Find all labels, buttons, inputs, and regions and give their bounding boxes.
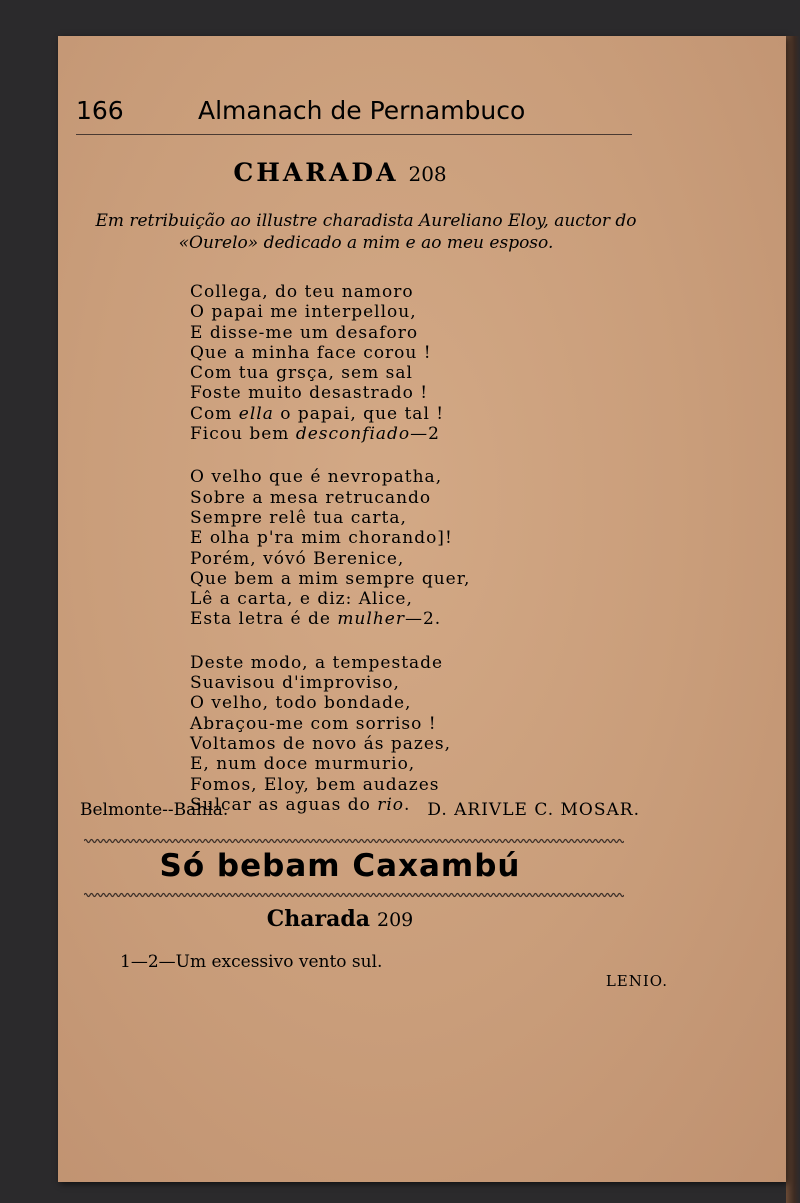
charada-209-clue: 1—2—Um excessivo vento sul. <box>120 952 383 972</box>
verse-line <box>190 323 570 343</box>
verse-text: Com <box>190 403 239 424</box>
charada-208-title: CHARADA <box>233 158 399 187</box>
verse-text: O velho, todo bondade, <box>190 693 412 714</box>
verse-text: Abraçou-me com sorriso ! <box>190 713 437 734</box>
poem <box>190 282 570 838</box>
verse-line <box>190 734 570 754</box>
verse-line <box>190 424 570 444</box>
verse-line <box>190 775 570 795</box>
book-spine <box>786 36 800 1203</box>
verse-text: Que bem a mim sempre quer, <box>190 568 471 589</box>
verse-line <box>190 467 570 487</box>
charada-209-title: Charada <box>266 906 370 932</box>
verse-text: Lê a carta, e diz: Alice, <box>190 589 413 610</box>
stanza <box>190 282 570 444</box>
verse-text: E disse-me um desaforo <box>190 322 419 343</box>
verse-text: Ficou bem <box>190 424 296 445</box>
verse-text: Esta letra é de <box>190 609 338 630</box>
charada-208-number: 208 <box>408 162 447 186</box>
verse-text: Foste muito desastrado ! <box>190 383 429 404</box>
verse-line <box>190 693 570 713</box>
charada-209-number: 209 <box>376 909 414 931</box>
charada-208-heading <box>0 158 680 187</box>
verse-text: Deste modo, a tempestade <box>190 652 444 673</box>
place: Belmonte--Bahia. <box>80 800 229 820</box>
italic-word: mulher <box>337 609 405 630</box>
verse-line <box>190 673 570 693</box>
verse-text: Com tua grsça, sem sal <box>190 363 413 384</box>
verse-text: —2. <box>404 609 442 630</box>
verse-text: Sempre relê tua carta, <box>190 507 407 528</box>
header-rule <box>76 134 632 135</box>
verse-line <box>190 383 570 403</box>
verse-text: . <box>404 794 411 815</box>
verse-text: Collega, do teu namoro <box>190 282 414 302</box>
verse-line <box>190 754 570 774</box>
verse-text: —2 <box>410 424 440 445</box>
verse-line <box>190 508 570 528</box>
verse-text: Fomos, Eloy, bem audazes <box>190 774 440 795</box>
italic-word: rio <box>377 794 405 815</box>
verse-line <box>190 549 570 569</box>
verse-line <box>190 302 570 322</box>
verse-text: Suavisou d'improviso, <box>190 673 400 694</box>
page-number: 166 <box>76 96 124 125</box>
advertisement: Só bebam Caxambú <box>159 848 521 884</box>
verse-text: Que a minha face corou ! <box>190 342 432 363</box>
dedication: Em retribuição ao illustre charadista Aureliano Eloy, auctor do «Ourelo» dedicado a mim e ao meu esposo. <box>95 211 637 253</box>
wavy-rule-bottom <box>84 892 624 898</box>
verse-text: Porém, vóvó Berenice, <box>190 548 405 569</box>
wavy-rule-top <box>84 838 624 844</box>
verse-line <box>190 282 570 302</box>
verse-line <box>190 609 570 629</box>
verse-line <box>190 589 570 609</box>
verse-line <box>190 569 570 589</box>
stanza <box>190 653 570 815</box>
verse-text: Sobre a mesa retrucando <box>190 487 432 508</box>
verse-line <box>190 714 570 734</box>
italic-word: ella <box>238 403 274 424</box>
running-title: Almanach de Pernambuco <box>198 96 526 125</box>
verse-line <box>190 404 570 424</box>
verse-line <box>190 363 570 383</box>
verse-text: E olha p'ra mim chorando]! <box>190 528 453 549</box>
verse-text: O velho que é nevropatha, <box>190 467 443 488</box>
verse-text: O papai me interpellou, <box>190 302 417 323</box>
stanza <box>190 467 570 629</box>
verse-text: o papai, que tal ! <box>273 403 445 424</box>
verse-text: E, num doce murmurio, <box>190 754 416 775</box>
author-208: D. ARIVLE C. MOSAR. <box>427 800 640 820</box>
verse-text: Sulcar as aguas do <box>190 794 378 815</box>
charada-209-heading <box>0 906 680 932</box>
verse-line <box>190 488 570 508</box>
verse-line <box>190 528 570 548</box>
verse-line <box>190 653 570 673</box>
verse-text: Voltamos de novo ás pazes, <box>190 733 452 754</box>
italic-word: desconfiado <box>295 424 411 445</box>
author-209: LENIO. <box>605 972 668 990</box>
verse-line <box>190 343 570 363</box>
